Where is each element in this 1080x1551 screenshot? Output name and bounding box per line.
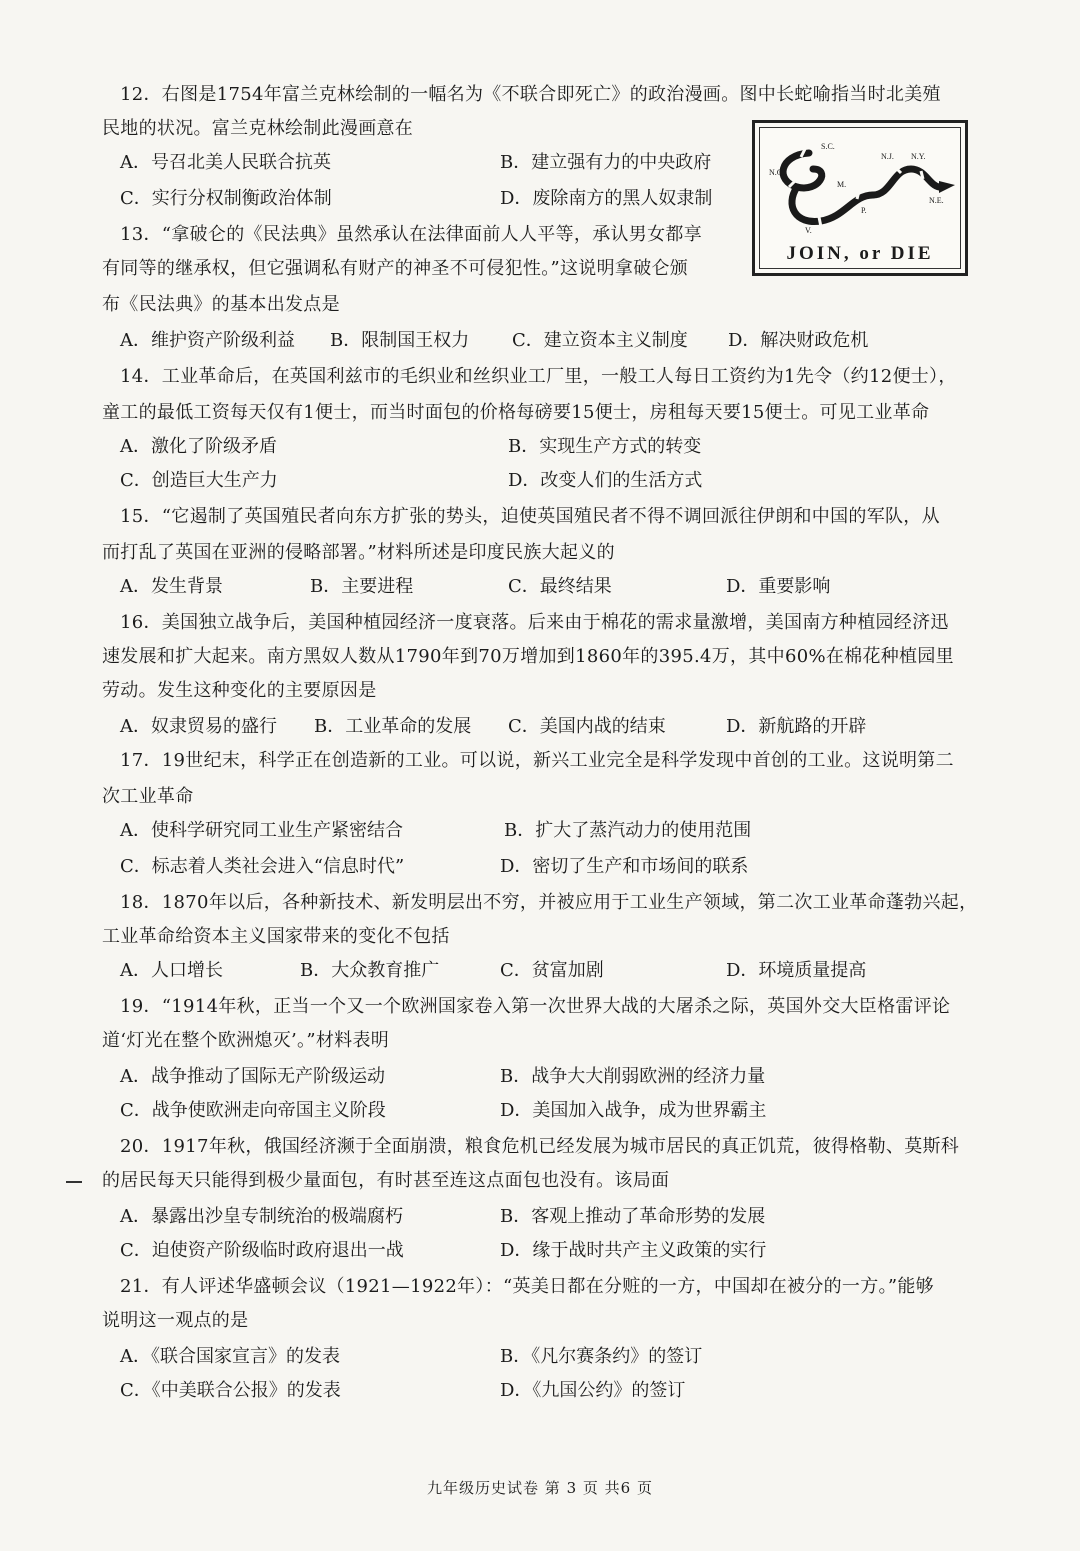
option-15-a[interactable]: A．发生背景	[120, 576, 223, 597]
option-14-a[interactable]: A．激化了阶级矛盾	[120, 436, 277, 457]
option-12-d[interactable]: D．废除南方的黑人奴隶制	[500, 188, 713, 209]
option-14-c[interactable]: C．创造巨大生产力	[120, 470, 278, 491]
option-17-c[interactable]: C．标志着人类社会进入“信息时代”	[120, 856, 405, 877]
question-16-line-2: 速发展和扩大起来。南方黑奴人数从1790年到70万增加到1860年的395.4万，其中60%在棉花种植园里	[102, 646, 954, 667]
segmented-snake-illustration	[761, 129, 959, 239]
option-21-c[interactable]: C．《中美联合公报》的发表	[120, 1380, 341, 1401]
question-18-line-1: 18．1870年以后，各种新技术、新发明层出不穷，并被应用于工业生产领域，第二次工业革命蓬勃兴起，	[120, 892, 978, 913]
page-footer: 九年级历史试卷 第 3 页 共6 页	[427, 1479, 653, 1497]
cartoon-caption: JOIN, or DIE	[786, 243, 934, 264]
snake-segment	[873, 169, 939, 195]
option-12-b[interactable]: B．建立强有力的中央政府	[500, 152, 712, 173]
snake-head	[939, 181, 955, 193]
snake-label: N.C.	[769, 168, 785, 177]
snake-segment	[783, 153, 822, 188]
snake-label: N.Y.	[911, 152, 926, 161]
snake-segment	[792, 187, 873, 222]
question-18-line-2: 工业革命给资本主义国家带来的变化不包括	[102, 926, 450, 947]
snake-label: N.J.	[881, 152, 894, 161]
question-21-line-1: 21．有人评述华盛顿会议（1921—1922年）：“英美日都在分赃的一方，中国却在被分的一方。”能够	[120, 1276, 934, 1297]
question-12-line-1: 12．右图是1754年富兰克林绘制的一幅名为《不联合即死亡》的政治漫画。图中长蛇喻指当时北美殖	[120, 84, 941, 105]
option-18-b[interactable]: B．大众教育推广	[300, 960, 440, 981]
option-15-c[interactable]: C．最终结果	[508, 576, 612, 597]
snake-label: N.E.	[929, 196, 944, 205]
snake-label: S.C.	[821, 142, 835, 151]
question-13-line-1: 13．“拿破仑的《民法典》虽然承认在法律面前人人平等，承认男女都享	[120, 224, 703, 245]
option-14-b[interactable]: B．实现生产方式的转变	[508, 436, 702, 457]
option-18-a[interactable]: A．人口增长	[120, 960, 223, 981]
question-20-line-2: 的居民每天只能得到极少量面包，有时甚至连这点面包也没有。该局面	[102, 1170, 670, 1191]
option-16-b[interactable]: B．工业革命的发展	[314, 716, 472, 737]
option-15-b[interactable]: B．主要进程	[310, 576, 414, 597]
question-17-line-2: 次工业革命	[102, 786, 194, 807]
option-13-c[interactable]: C．建立资本主义制度	[512, 330, 688, 351]
question-15-line-2: 而打乱了英国在亚洲的侵略部署。”材料所述是印度民族大起义的	[102, 542, 615, 563]
option-16-a[interactable]: A．奴隶贸易的盛行	[120, 716, 277, 737]
question-12-line-2: 民地的状况。富兰克林绘制此漫画意在	[102, 118, 414, 139]
option-17-a[interactable]: A．使科学研究同工业生产紧密结合	[120, 820, 403, 841]
join-or-die-cartoon	[752, 120, 968, 276]
option-21-a[interactable]: A．《联合国家宣言》的发表	[120, 1346, 340, 1367]
snake-label: M.	[837, 180, 847, 189]
option-20-a[interactable]: A．暴露出沙皇专制统治的极端腐朽	[120, 1206, 403, 1227]
option-20-d[interactable]: D．缘于战时共产主义政策的实行	[500, 1240, 767, 1261]
question-16-line-3: 劳动。发生这种变化的主要原因是	[102, 680, 377, 701]
question-19-line-2: 道‘灯光在整个欧洲熄灭’。”材料表明	[102, 1030, 390, 1051]
option-21-d[interactable]: D．《九国公约》的签订	[500, 1380, 686, 1401]
question-17-line-1: 17．19世纪末，科学正在创造新的工业。可以说，新兴工业完全是科学发现中首创的工业。这说明第二	[120, 750, 954, 771]
option-19-b[interactable]: B．战争大大削弱欧洲的经济力量	[500, 1066, 766, 1087]
option-15-d[interactable]: D．重要影响	[726, 576, 831, 597]
snake-label: V.	[805, 226, 812, 235]
option-20-c[interactable]: C．迫使资产阶级临时政府退出一战	[120, 1240, 404, 1261]
option-18-d[interactable]: D．环境质量提高	[726, 960, 867, 981]
question-21-line-2: 说明这一观点的是	[102, 1310, 249, 1331]
option-17-d[interactable]: D．密切了生产和市场间的联系	[500, 856, 749, 877]
snake-label: P.	[861, 206, 867, 215]
option-17-b[interactable]: B．扩大了蒸汽动力的使用范围	[504, 820, 752, 841]
question-20-line-1: 20．1917年秋，俄国经济濒于全面崩溃，粮食危机已经发展为城市居民的真正饥荒，彼得格勒、莫斯科	[120, 1136, 960, 1157]
option-16-c[interactable]: C．美国内战的结束	[508, 716, 666, 737]
question-14-line-1: 14．工业革命后，在英国利兹市的毛织业和丝织业工厂里，一般工人每日工资约为1先令（约12便士），	[120, 366, 957, 387]
question-13-line-3: 布《民法典》的基本出发点是	[102, 294, 340, 315]
option-13-b[interactable]: B．限制国王权力	[330, 330, 470, 351]
option-16-d[interactable]: D．新航路的开辟	[726, 716, 867, 737]
option-18-c[interactable]: C．贫富加剧	[500, 960, 604, 981]
option-21-b[interactable]: B．《凡尔赛条约》的签订	[500, 1346, 703, 1367]
question-19-line-1: 19．“1914年秋，正当一个又一个欧洲国家卷入第一次世界大战的大屠杀之际，英国外交大臣格雷评论	[120, 996, 951, 1017]
question-13-line-2: 有同等的继承权，但它强调私有财产的神圣不可侵犯性。”这说明拿破仑颁	[102, 258, 689, 279]
question-14-line-2: 童工的最低工资每天仅有1便士，而当时面包的价格每磅要15便士，房租每天要15便士。可见工业革命	[102, 402, 930, 423]
option-12-c[interactable]: C．实行分权制衡政治体制	[120, 188, 332, 209]
question-16-line-1: 16．美国独立战争后，美国种植园经济一度衰落。后来由于棉花的需求量激增，美国南方种植园经济迅	[120, 612, 949, 633]
option-19-d[interactable]: D．美国加入战争，成为世界霸主	[500, 1100, 767, 1121]
option-13-d[interactable]: D．解决财政危机	[728, 330, 869, 351]
option-12-a[interactable]: A．号召北美人民联合抗英	[120, 152, 331, 173]
question-15-line-1: 15．“它遏制了英国殖民者向东方扩张的势头，迫使英国殖民者不得不调回派往伊朗和中国的军队，从	[120, 506, 940, 527]
option-19-a[interactable]: A．战争推动了国际无产阶级运动	[120, 1066, 385, 1087]
margin-mark	[66, 1181, 82, 1183]
option-14-d[interactable]: D．改变人们的生活方式	[508, 470, 703, 491]
option-20-b[interactable]: B．客观上推动了革命形势的发展	[500, 1206, 766, 1227]
option-13-a[interactable]: A．维护资产阶级利益	[120, 330, 295, 351]
option-19-c[interactable]: C．战争使欧洲走向帝国主义阶段	[120, 1100, 386, 1121]
